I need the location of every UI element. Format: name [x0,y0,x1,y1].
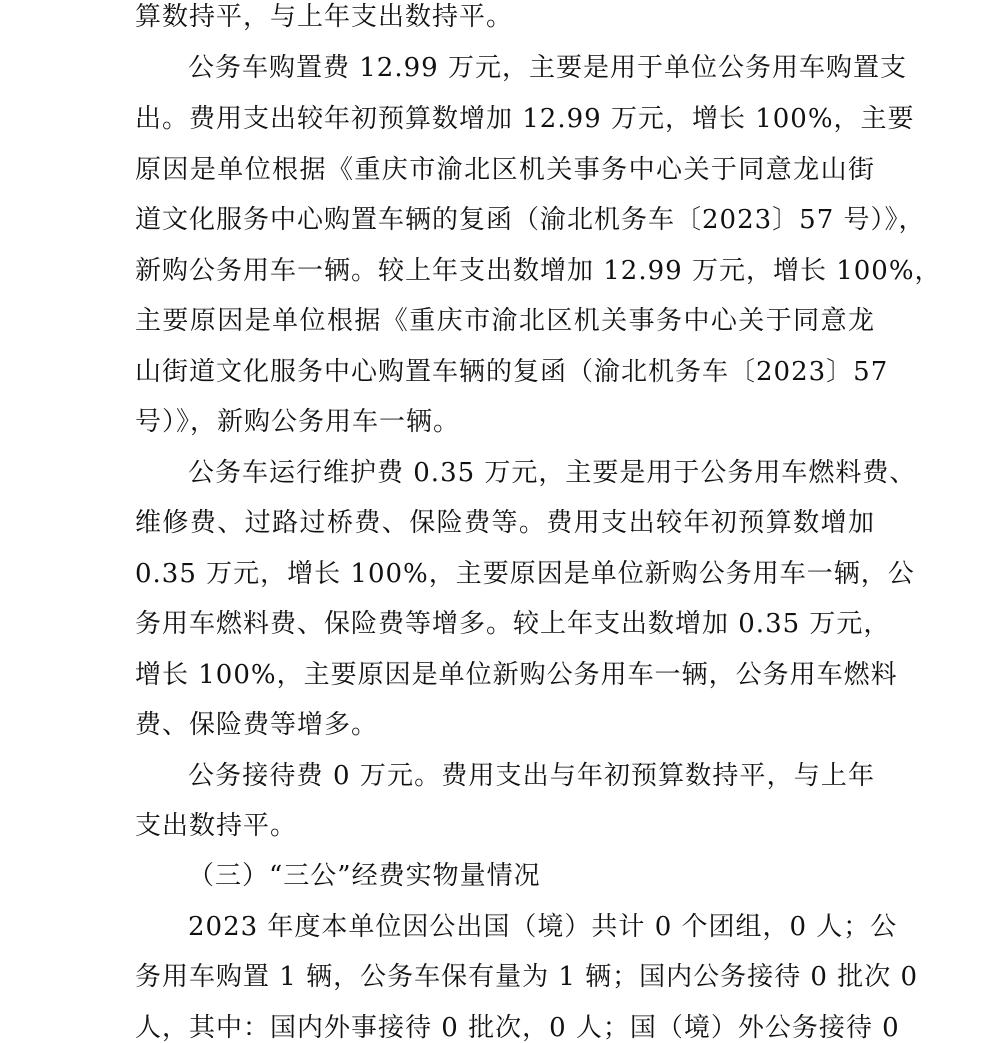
text-line: 算数持平，与上年支出数持平。 [135,2,514,32]
text-line: 0.35 万元，增长 100%，主要原因是单位新购公务用车一辆，公 [135,559,915,589]
text-line: 道文化服务中心购置车辆的复函（渝北机务车〔2023〕57 号）》， [135,205,926,235]
text-line: 公务接待费 0 万元。费用支出与年初预算数持平，与上年 [188,761,875,791]
text-line: 维修费、过路过桥费、保险费等。费用支出较年初预算数增加 [135,508,875,538]
section-heading: （三）“三公”经费实物量情况 [188,861,541,891]
text-line: 费、保险费等增多。 [135,710,379,740]
text-line: 支出数持平。 [135,811,298,841]
text-line: 出。费用支出较年初预算数增加 12.99 万元，增长 100%，主要 [135,104,915,134]
text-line: 公务车运行维护费 0.35 万元，主要是用于公务用车燃料费、 [188,458,917,488]
text-line: 主要原因是单位根据《重庆市渝北区机关事务中心关于同意龙 [135,306,875,336]
text-line: 2023 年度本单位因公出国（境）共计 0 个团组，0 人；公 [188,912,898,942]
text-line: 公务车购置费 12.99 万元，主要是用于单位公务用车购置支 [188,53,907,83]
text-line: 务用车购置 1 辆，公务车保有量为 1 辆；国内公务接待 0 批次 0 [135,962,919,992]
text-line: 人，其中：国内外事接待 0 批次，0 人；国（境）外公务接待 0 [135,1013,900,1043]
text-line: 号）》，新购公务用车一辆。 [135,407,461,437]
text-line: 山街道文化服务中心购置车辆的复函（渝北机务车〔2023〕57 [135,357,889,387]
text-line: 新购公务用车一辆。较上年支出数增加 12.99 万元，增长 100%， [135,256,942,286]
text-line: 原因是单位根据《重庆市渝北区机关事务中心关于同意龙山街 [135,155,875,185]
text-line: 务用车燃料费、保险费等增多。较上年支出数增加 0.35 万元， [135,609,891,639]
text-line: 增长 100%，主要原因是单位新购公务用车一辆，公务用车燃料 [135,660,898,690]
